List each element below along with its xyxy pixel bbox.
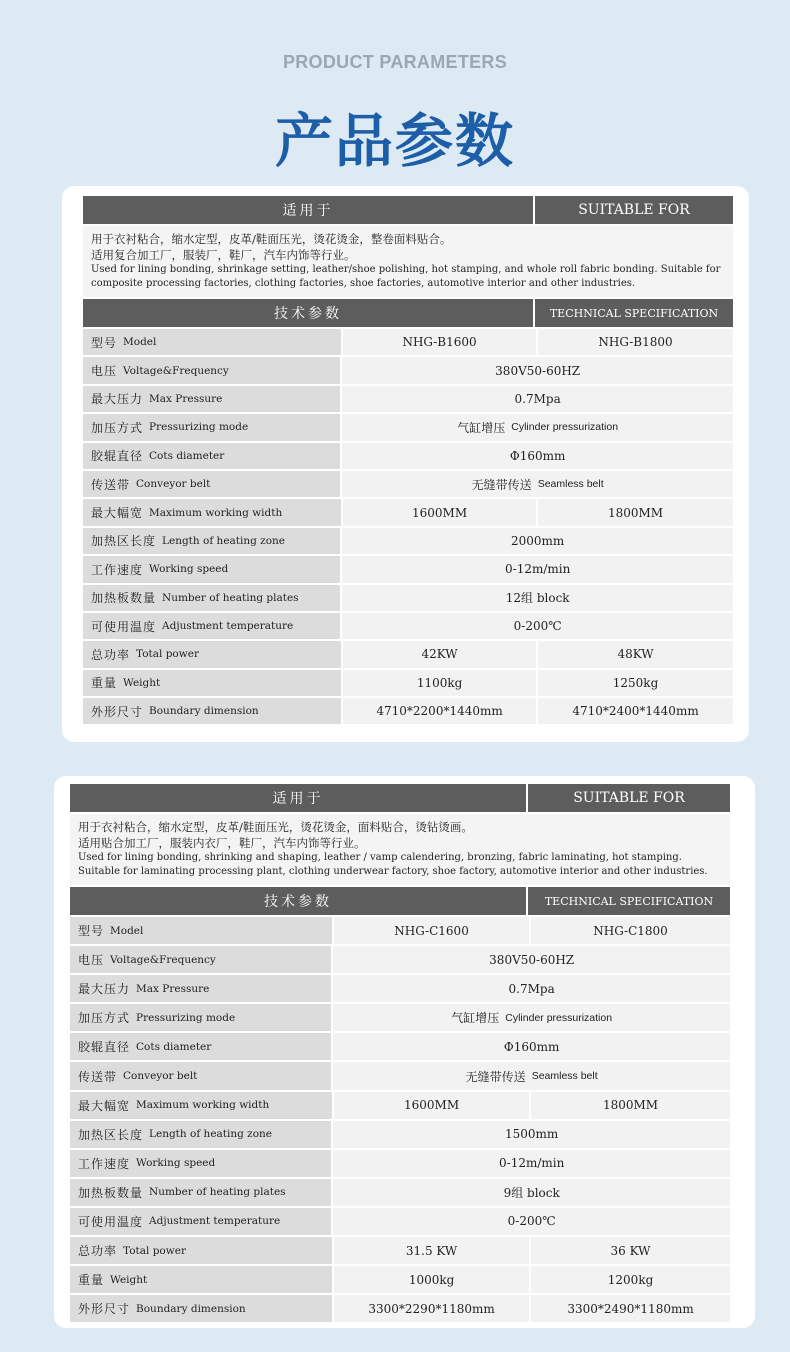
spec-card-c bbox=[54, 776, 755, 1328]
row-label-cn: 外形尺寸 bbox=[78, 1302, 131, 1317]
table-row bbox=[83, 471, 733, 497]
table-row bbox=[83, 386, 733, 412]
row-label-en: Model bbox=[123, 336, 157, 349]
value-cell-model-2: 48KW bbox=[538, 641, 733, 667]
row-label bbox=[70, 1295, 334, 1322]
row-label bbox=[83, 528, 342, 554]
row-label-cn: 可使用温度 bbox=[91, 619, 157, 634]
value-cell-model-2: 1800MM bbox=[531, 1092, 730, 1119]
row-label-en: Pressurizing mode bbox=[149, 421, 249, 434]
page-title: 产品参数 bbox=[274, 107, 515, 175]
technical-spec-header bbox=[83, 299, 733, 327]
row-label-cn: 重量 bbox=[91, 676, 118, 691]
value-cn: 无缝带传送 bbox=[471, 477, 532, 492]
technical-spec-label-en: TECHNICAL SPECIFICATION bbox=[535, 299, 733, 327]
value-cn: 气缸增压 bbox=[457, 420, 506, 435]
value-cell-merged: Φ160mm bbox=[342, 443, 733, 469]
description-cn-line: 用于衣衬粘合，缩水定型，皮革/鞋面压光，烫花烫金，整卷面料贴合。 bbox=[91, 232, 452, 246]
value-cell-model-1: 1600MM bbox=[343, 499, 538, 525]
value-cell-merged bbox=[342, 414, 733, 440]
value-cell-model-1: NHG-B1600 bbox=[343, 329, 538, 355]
row-label bbox=[83, 471, 342, 497]
table-row bbox=[70, 1179, 730, 1206]
table-row bbox=[70, 1004, 730, 1031]
row-label-cn: 可使用温度 bbox=[78, 1214, 144, 1229]
row-label-cn: 最大幅宽 bbox=[91, 506, 144, 521]
value-cell-model-2: NHG-B1800 bbox=[538, 329, 733, 355]
value-cell-merged: 9组 block bbox=[333, 1179, 730, 1206]
row-label-en: Working speed bbox=[136, 1157, 216, 1170]
row-label bbox=[83, 329, 343, 355]
row-label-en: Length of heating zone bbox=[162, 534, 286, 547]
table-row bbox=[70, 1295, 730, 1322]
description-en-line: Suitable for laminating processing plant, clothing underwear factory, shoe factory, automotive interior and other industries. bbox=[78, 866, 708, 877]
suitable-for-header bbox=[83, 196, 733, 224]
row-label-en: Adjustment temperature bbox=[149, 1215, 281, 1228]
row-label-en: Boundary dimension bbox=[136, 1302, 246, 1315]
table-row bbox=[70, 1062, 730, 1089]
row-label bbox=[83, 641, 343, 667]
row-label bbox=[70, 917, 334, 944]
row-label-cn: 加热板数量 bbox=[78, 1185, 144, 1200]
row-label bbox=[83, 414, 342, 440]
spec-table bbox=[83, 196, 733, 724]
table-row bbox=[70, 975, 730, 1002]
table-row bbox=[70, 1208, 730, 1235]
value-cell-merged: 2000mm bbox=[342, 528, 733, 554]
row-label bbox=[70, 1062, 333, 1089]
row-label-en: Adjustment temperature bbox=[162, 620, 294, 633]
table-row bbox=[83, 556, 733, 582]
table-row bbox=[70, 1237, 730, 1264]
table-row bbox=[70, 1150, 730, 1177]
row-label bbox=[83, 556, 342, 582]
description-cn-line: 适用复合加工厂，服装厂，鞋厂，汽车内饰等行业。 bbox=[91, 248, 356, 262]
table-row bbox=[70, 1266, 730, 1293]
table-row bbox=[83, 329, 733, 355]
table-row bbox=[70, 1092, 730, 1119]
row-label bbox=[83, 443, 342, 469]
value-cell-merged bbox=[333, 1062, 730, 1089]
table-row bbox=[70, 1033, 730, 1060]
row-label-cn: 电压 bbox=[78, 953, 105, 968]
row-label-cn: 胶辊直径 bbox=[78, 1040, 131, 1055]
row-label bbox=[70, 1208, 333, 1235]
row-label-cn: 加压方式 bbox=[78, 1011, 131, 1026]
row-label bbox=[70, 1237, 334, 1264]
row-label-cn: 最大压力 bbox=[78, 982, 131, 997]
row-label-cn: 型号 bbox=[78, 924, 105, 939]
value-cell-merged: 0.7Mpa bbox=[333, 975, 730, 1002]
suitable-for-label-cn: 适用于 bbox=[70, 784, 528, 812]
value-cell-model-2: 36 KW bbox=[531, 1237, 730, 1264]
row-label-en: Weight bbox=[123, 676, 161, 689]
technical-spec-label-cn: 技术参数 bbox=[83, 299, 535, 327]
suitable-for-header bbox=[70, 784, 730, 812]
value-cell-model-1: 3300*2290*1180mm bbox=[334, 1295, 531, 1322]
row-label-cn: 型号 bbox=[91, 335, 118, 350]
row-label-en: Voltage&Frequency bbox=[110, 953, 216, 966]
row-label-en: Weight bbox=[110, 1273, 148, 1286]
row-label-en: Number of heating plates bbox=[149, 1186, 286, 1199]
description-en-line: composite processing factories, clothing factories, shoe factories, automotive interior and other industries. bbox=[91, 278, 636, 289]
table-row bbox=[83, 641, 733, 667]
table-row bbox=[83, 443, 733, 469]
spec-table bbox=[70, 784, 730, 1322]
row-label bbox=[83, 613, 342, 639]
description-cn-line: 适用贴合加工厂，服装内衣厂，鞋厂，汽车内饰等行业。 bbox=[78, 836, 366, 850]
table-row bbox=[70, 1121, 730, 1148]
table-row bbox=[83, 357, 733, 383]
page-subtitle: PRODUCT PARAMETERS bbox=[282, 52, 508, 72]
value-cell-model-1: 1000kg bbox=[334, 1266, 531, 1293]
table-row bbox=[83, 670, 733, 696]
value-cell-model-1: 31.5 KW bbox=[334, 1237, 531, 1264]
table-row bbox=[83, 528, 733, 554]
value-cell-model-1: NHG-C1600 bbox=[334, 917, 531, 944]
table-row bbox=[83, 499, 733, 525]
application-description bbox=[83, 226, 733, 297]
value-cell-merged: 12组 block bbox=[342, 585, 733, 611]
table-row bbox=[83, 698, 733, 724]
row-label-en: Max Pressure bbox=[149, 392, 223, 405]
value-cell-model-2: 1200kg bbox=[531, 1266, 730, 1293]
value-cell-model-2: NHG-C1800 bbox=[531, 917, 730, 944]
row-label bbox=[83, 585, 342, 611]
row-label bbox=[70, 975, 333, 1002]
value-cell-merged bbox=[333, 1004, 730, 1031]
row-label-en: Length of heating zone bbox=[149, 1128, 273, 1141]
suitable-for-label-en: SUITABLE FOR bbox=[535, 196, 733, 224]
row-label-en: Number of heating plates bbox=[162, 591, 299, 604]
row-label-cn: 电压 bbox=[91, 364, 118, 379]
row-label-cn: 传送带 bbox=[91, 477, 131, 492]
value-cell-model-1: 42KW bbox=[343, 641, 538, 667]
row-label bbox=[83, 386, 342, 412]
row-label bbox=[70, 1033, 333, 1060]
technical-spec-label-en: TECHNICAL SPECIFICATION bbox=[528, 887, 730, 915]
row-label-en: Conveyor belt bbox=[136, 478, 211, 491]
value-cn: 气缸增压 bbox=[451, 1011, 500, 1026]
row-label-en: Maximum working width bbox=[136, 1099, 270, 1112]
row-label-en: Max Pressure bbox=[136, 982, 210, 995]
description-cn-line: 用于衣衬粘合，缩水定型，皮革/鞋面压光，烫花烫金，面料贴合，烫钻烫画。 bbox=[78, 820, 473, 834]
technical-spec-label-cn: 技术参数 bbox=[70, 887, 528, 915]
row-label bbox=[70, 1266, 334, 1293]
row-label-cn: 外形尺寸 bbox=[91, 704, 144, 719]
row-label bbox=[83, 357, 342, 383]
row-label-cn: 加热区长度 bbox=[78, 1127, 144, 1142]
value-cell-model-1: 4710*2200*1440mm bbox=[343, 698, 538, 724]
row-label-cn: 工作速度 bbox=[91, 562, 144, 577]
row-label-cn: 总功率 bbox=[78, 1244, 118, 1259]
row-label-cn: 加热板数量 bbox=[91, 591, 157, 606]
table-row bbox=[83, 613, 733, 639]
value-cell-model-2: 1800MM bbox=[538, 499, 733, 525]
row-label-en: Total power bbox=[136, 648, 199, 661]
row-label bbox=[70, 946, 333, 973]
row-label bbox=[83, 670, 343, 696]
suitable-for-label-cn: 适用于 bbox=[83, 196, 535, 224]
table-row bbox=[70, 917, 730, 944]
value-cell-merged: 0-12m/min bbox=[333, 1150, 730, 1177]
row-label-cn: 胶辊直径 bbox=[91, 449, 144, 464]
row-label-en: Voltage&Frequency bbox=[123, 364, 229, 377]
value-cell-merged: 0-200℃ bbox=[333, 1208, 730, 1235]
row-label bbox=[70, 1150, 333, 1177]
table-row bbox=[83, 414, 733, 440]
row-label-cn: 最大压力 bbox=[91, 392, 144, 407]
value-cell-merged bbox=[342, 471, 733, 497]
row-label-en: Model bbox=[110, 924, 144, 937]
value-cell-model-1: 1100kg bbox=[343, 670, 538, 696]
row-label-cn: 最大幅宽 bbox=[78, 1098, 131, 1113]
application-description bbox=[70, 814, 730, 885]
suitable-for-label-en: SUITABLE FOR bbox=[528, 784, 730, 812]
row-label-en: Cots diameter bbox=[136, 1040, 212, 1053]
row-label-en: Maximum working width bbox=[149, 506, 283, 519]
description-en-line: Used for lining bonding, shrinking and shaping, leather / vamp calendering, bronzing, fabric laminating, hot stamping. bbox=[78, 852, 682, 863]
technical-spec-header bbox=[70, 887, 730, 915]
description-en-line: Used for lining bonding, shrinkage setting, leather/shoe polishing, hot stamping, and whole roll fabric bonding. Suitable for bbox=[91, 264, 721, 275]
value-cell-merged: Φ160mm bbox=[333, 1033, 730, 1060]
table-row bbox=[83, 585, 733, 611]
row-label bbox=[70, 1179, 333, 1206]
spec-card-b bbox=[62, 186, 749, 742]
value-cn: 无缝带传送 bbox=[465, 1069, 526, 1084]
row-label bbox=[83, 499, 343, 525]
row-label bbox=[70, 1121, 333, 1148]
row-label bbox=[83, 698, 343, 724]
row-label-en: Cots diameter bbox=[149, 449, 225, 462]
row-label-cn: 工作速度 bbox=[78, 1156, 131, 1171]
row-label-cn: 加热区长度 bbox=[91, 534, 157, 549]
value-en: Cylinder pressurization bbox=[505, 1011, 613, 1024]
row-label bbox=[70, 1004, 333, 1031]
row-label-cn: 总功率 bbox=[91, 647, 131, 662]
value-cell-model-2: 4710*2400*1440mm bbox=[538, 698, 733, 724]
row-label-en: Total power bbox=[123, 1244, 186, 1257]
row-label-en: Boundary dimension bbox=[149, 705, 259, 718]
value-cell-merged: 0-200℃ bbox=[342, 613, 733, 639]
value-cell-merged: 380V50-60HZ bbox=[342, 357, 733, 383]
row-label bbox=[70, 1092, 334, 1119]
value-cell-model-2: 3300*2490*1180mm bbox=[531, 1295, 730, 1322]
row-label-cn: 传送带 bbox=[78, 1069, 118, 1084]
value-en: Seamless belt bbox=[537, 478, 604, 491]
row-label-cn: 重量 bbox=[78, 1273, 105, 1288]
value-cell-merged: 380V50-60HZ bbox=[333, 946, 730, 973]
value-cell-merged: 1500mm bbox=[333, 1121, 730, 1148]
table-row bbox=[70, 946, 730, 973]
value-en: Cylinder pressurization bbox=[511, 421, 619, 434]
value-cell-model-2: 1250kg bbox=[538, 670, 733, 696]
row-label-en: Working speed bbox=[149, 563, 229, 576]
value-en: Seamless belt bbox=[531, 1070, 598, 1083]
row-label-en: Conveyor belt bbox=[123, 1070, 198, 1083]
value-cell-merged: 0-12m/min bbox=[342, 556, 733, 582]
row-label-en: Pressurizing mode bbox=[136, 1011, 236, 1024]
value-cell-model-1: 1600MM bbox=[334, 1092, 531, 1119]
value-cell-merged: 0.7Mpa bbox=[342, 386, 733, 412]
row-label-cn: 加压方式 bbox=[91, 420, 144, 435]
